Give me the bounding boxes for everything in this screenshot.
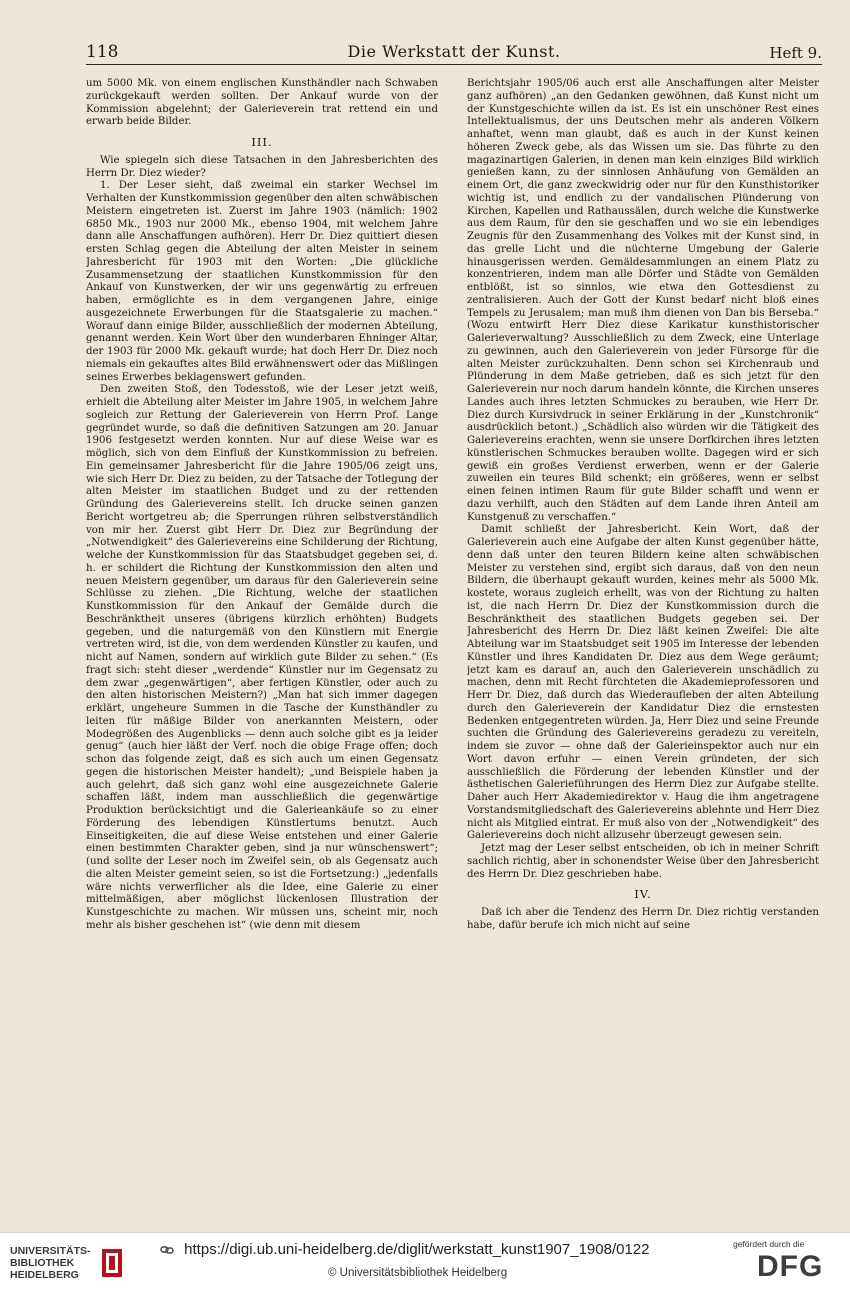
section-heading-iii: III. <box>251 135 273 149</box>
funding-note: gefördert durch die <box>733 1239 805 1249</box>
paragraph: Jetzt mag der Leser selbst entscheiden, ob ich in meiner Schrift sachlich richtig, aber in schonendster Weise über den Jahresbericht des Herrn Dr. Diez geschrieben habe. <box>467 843 819 880</box>
library-logo[interactable] <box>10 1245 150 1285</box>
funder-name: DFG <box>757 1250 824 1283</box>
section-heading-iv: IV. <box>634 887 652 902</box>
permalink[interactable]: https://digi.ub.uni-heidelberg.de/diglit/werkstatt_kunst1907_1908/0122 <box>184 1241 650 1258</box>
paragraph: Wie spiegeln sich diese Tatsachen in den Jahresberichten des Herrn Dr. Diez wieder? <box>86 154 438 179</box>
paragraph: Den zweiten Stoß, den Todesstoß, wie der Leser jetzt weiß, erhielt die Abteilung alter Meister im Jahre 1905, in welchem Jahre sogleich zur Rettung der Galerieverein von Herrn Prof. Lange gegründet wurde, so daß die definitiven Satzungen am 20. Januar 1906 festgesetzt werden konnten. Nur auf diese Weise war es möglich, sich von dem Einfluß der Kunstkommission zu befreien. Ein gemeinsamer Jahresbericht für die Jahre 1905/06 zeigt uns, wie sich Herr Dr. Diez zu beiden, zu der Tatsache der Totlegung der alten Meister im staatlichen Budget und zu der rettenden Gründung des Galerievereins stellt. Ich drucke seinen ganzen Bericht wortgetreu ab; die Sperrungen rühren selbstverständlich von mir her. Zuerst gibt Herr Dr. Diez zur Begründung der „Notwendigkeit“ des Galerievereins eine Schilderung der Richtung, welche der Kunstkommission für das Staatsbudget gegeben sei, d. h. er schildert die Richtung der Kunstkommission den alten und neuen Meistern gegenüber, um daraus für den Galerieverein seine Schlüsse zu ziehen. „Die Richtung, welche der staatlichen Kunstkommission für den Ankauf der Gemälde durch die Beschränktheit unseres (übrigens kürzlich erhöhten) Budgets gegeben, und die naturgemäß von den Künstlern mit Energie vertreten wird, ist die, von dem werdenden Künstler zu kaufen, und nicht auf Namen, sondern auf wirklich gute Bilder zu sehen.“ (Es fragt sich: steht dieser „werdende“ Künstler nur im Gegensatz zu dem zwar „gegenwärtigen“, aber fertigen Künstler, oder auch zu den alten historischen Meistern?) „Man hat sich immer dagegen erklärt, ungeheure Summen in die Tasche der Kunsthändler zu leiten für mäßige Bilder von anerkannten Meistern, oder Modegrößen des Augenblicks — denn auch solche gibt es ja leider genug“ (auch hier läßt der Verf. noch die obige Frage offen; doch schon das folgende zeigt, daß es sich auch um einen Gegensatz gegen die historischen Meister handelt); „und Beispiele haben ja auch gelehrt, daß sich ganz wohl eine ausgezeichnete Galerie schaffen läßt, indem man ausschließlich die gegenwärtige Produktion berücksichtigt und die Galerieankäufe so zu einer Förderung des lebendigen Künstlertums benutzt. Auch Einseitigkeiten, die auf diese Weise entstehen und einer Galerie einen bestimmten Charakter geben, sind ja nur wünschenswert“; (und sollte der Leser noch im Zweifel sein, ob als Gegensatz auch die alten Meister gemeint seien, so ist die Fortsetzung:) „jedenfalls wäre nichts verwerflicher als die Idee, eine Galerie zu einer mittelmäßigen, aber möglichst lückenlosen Illustration der Kunstgeschichte zu machen. Wir müssen uns, scheint mir, noch mehr als bisher geschehen ist“ (wie denn mit diesem <box>86 384 438 931</box>
permalink-row <box>160 1241 650 1258</box>
library-emblem-icon <box>100 1247 124 1279</box>
dfg-logo[interactable] <box>733 1239 843 1287</box>
paragraph: Daß ich aber die Tendenz des Herrn Dr. Diez richtig verstanden habe, dafür berufe ich mich nicht auf seine <box>467 907 819 931</box>
link-icon <box>160 1243 174 1257</box>
right-column <box>467 78 819 1228</box>
paragraph: Berichtsjahr 1905/06 auch erst alle Anschaffungen alter Meister ganz aufhören) „an den Gedanken gewöhnen, daß Kunst nicht um der Kunstgeschichte willen da ist. Es ist ein unschöner Rest eines Intellektualismus, der uns Deutschen mehr als anderen Völkern anhaftet, wenn man glaubt, daß es auch in der Kunst keinen höheren Zweck gebe, als das Wissen um sie. Das führte zu den magazinartigen Galerien, in denen man kein einziges Bild wirklich genießen kann, zu der sinnlosen Anhäufung von Gemälden an einem Ort, die ganz zweckwidrig oder nur für den Kunsthistoriker wichtig ist, und endlich zu der vandalischen Plünderung von Kirchen, Kapellen und Rathaussälen, durch welche die Kunstwerke aus dem Raum, für den sie geschaffen und wo sie ein lebendiges Zeugnis für den Zusammenhang des Volkes mit der Kunst sind, in das grelle Licht und die nüchterne Umgebung der Galerie hinausgerissen werden. Gemäldesammlungen an einem Platz zu konzentrieren, indem man alle Dörfer und Städte von Gemälden entblößt, ist so sinnlos, wie etwa den Gottesdienst zu zentralisieren. Auch der Gott der Kunst bedarf nicht bloß eines Tempels zu Jerusalem; man muß ihm dienen von Dan bis Berseba.“ (Wozu entwirft Herr Diez diese Karikatur kunsthistorischer Galerieverwaltung? Ausschließlich zu dem Zweck, eine Unterlage zu gewinnen, auch den Galerieverein von jeder Fürsorge für die alten Meister zurückzuhalten. Denn schon sei Kirchenraub und Plünderung in dem Maße getrieben, daß es sich jetzt für den Galerieverein nur noch darum handeln könnte, die Kirchen unseres Landes auch ihres letzten Schmuckes zu berauben, wie Herr Dr. Diez durch Kursivdruck in seiner Erklärung in der „Kunstchronik“ ausdrücklich betont.) „Schädlich also würden wir die Tätigkeit des Galerievereins erachten, wenn sie unsere Dorfkirchen ihres letzten künstlerischen Schmuckes berauben wollte. Dagegen wird er sich gewiß ein großes Verdienst erwerben, wenn er der Galerie zuweilen ein teures Bild schenkt; ein größeres, wenn er selbst einen feinen intimen Raum für gute Bilder schafft und wenn er dazu verhilft, auch den Städten auf dem Lande ihren Anteil am Kunstgenuß zu verschaffen.“ <box>467 78 819 523</box>
library-name: UNIVERSITÄTS- BIBLIOTHEK HEIDELBERG <box>10 1245 91 1281</box>
page-number: 118 <box>86 42 119 62</box>
paragraph: um 5000 Mk. von einem englischen Kunsthändler nach Schwaben zurückgekauft werden sollten. Der Ankauf wurde von der Kommission abgelehnt; der Galerieverein trat rettend ein und erwarb beide Bilder. <box>86 78 438 128</box>
viewer-footer <box>0 1232 850 1293</box>
journal-title: Die Werkstatt der Kunst. <box>347 42 561 61</box>
left-column <box>86 78 438 1228</box>
issue-number: Heft 9. <box>769 44 822 62</box>
paragraph: Damit schließt der Jahresbericht. Kein Wort, daß der Galerieverein auch eine Aufgabe der alten Kunst gegenüber hätte, denn daß unter den teuren Bildern keine alten schwäbischen Meister zu verstehen sind, ergibt sich daraus, daß von den neun Bildern, die überhaupt gekauft wurden, keines mehr als 5000 Mk. kostete, woraus zugleich erhellt, was von der Richtung zu halten ist, die nach Herrn Dr. Diez der Kunstkommission durch die Beschränktheit des staatlichen Budgets gegeben sei. Der Jahresbericht des Herrn Dr. Diez läßt keinen Zweifel: Die alte Abteilung war im Staatsbudget seit 1905 im Interesse der lebenden Künstler und ihres Kandidaten Dr. Diez aus dem Wege geräumt; jetzt kam es darauf an, auch den Galerieverein unschädlich zu machen, denn mit Recht fürchteten die Akademieprofessoren und Herr Dr. Diez, daß durch das Wiederaufleben der alten Abteilung durch den Galerieverein der Kandidatur Diez die ernstesten Bedenken entgegentreten würden. Ja, Herr Diez und seine Freunde suchten die Gründung des Galerievereins geradezu zu vereiteln, indem sie zuvor — ohne daß der Galerieinspektor auch nur ein Wort davon erfuhr — einen Verein gründeten, der sich ausschließlich die Förderung der lebenden Künstler und der ästhetischen Galerieführungen des Herrn Diez zur Aufgabe stellte. Daher auch Herr Akademiedirektor v. Haug die ihm angetragene Vorstandsmitgliedschaft des Galerievereins ablehnte und Herr Diez nicht als Mitglied eintrat. Er muß also von der „Notwendigkeit“ des Galerievereins doch nicht allzusehr überzeugt gewesen sein. <box>467 524 819 842</box>
paragraph: 1. Der Leser sieht, daß zweimal ein starker Wechsel im Verhalten der Kunstkommission gegenüber den alten schwäbischen Meistern eingetreten ist. Zuerst im Jahre 1903 (nämlich: 1902 6850 Mk., 1903 nur 2000 Mk., ebenso 1904, mit welchem Jahre dann alle Anschaffungen aufhören). Herr Dr. Diez quittiert diesen ersten Schlag gegen die Abteilung der alten Meister in seinem Jahresbericht für 1903 mit den Worten: „Die glückliche Zusammensetzung der staatlichen Kunstkommission für den Ankauf von Kunstwerken, der wir uns gegenwärtig zu erfreuen haben, ermöglichte es in dem vergangenen Jahre, einige ausgezeichnete Erwerbungen für die Staatsgalerie zu machen.“ Worauf dann einige Bilder, ausschließlich der modernen Abteilung, genannt werden. Kein Wort über den wunderbaren Ehninger Altar, der 1903 für 2000 Mk. gekauft wurde; hat doch Herr Dr. Diez noch niemals ein gekauftes altes Bild erwähnenswert oder das Mißlingen seines Erwerbes beklagenswert gefunden. <box>86 180 438 383</box>
running-header <box>86 40 822 65</box>
copyright-notice: © Universitätsbibliothek Heidelberg <box>328 1267 508 1279</box>
